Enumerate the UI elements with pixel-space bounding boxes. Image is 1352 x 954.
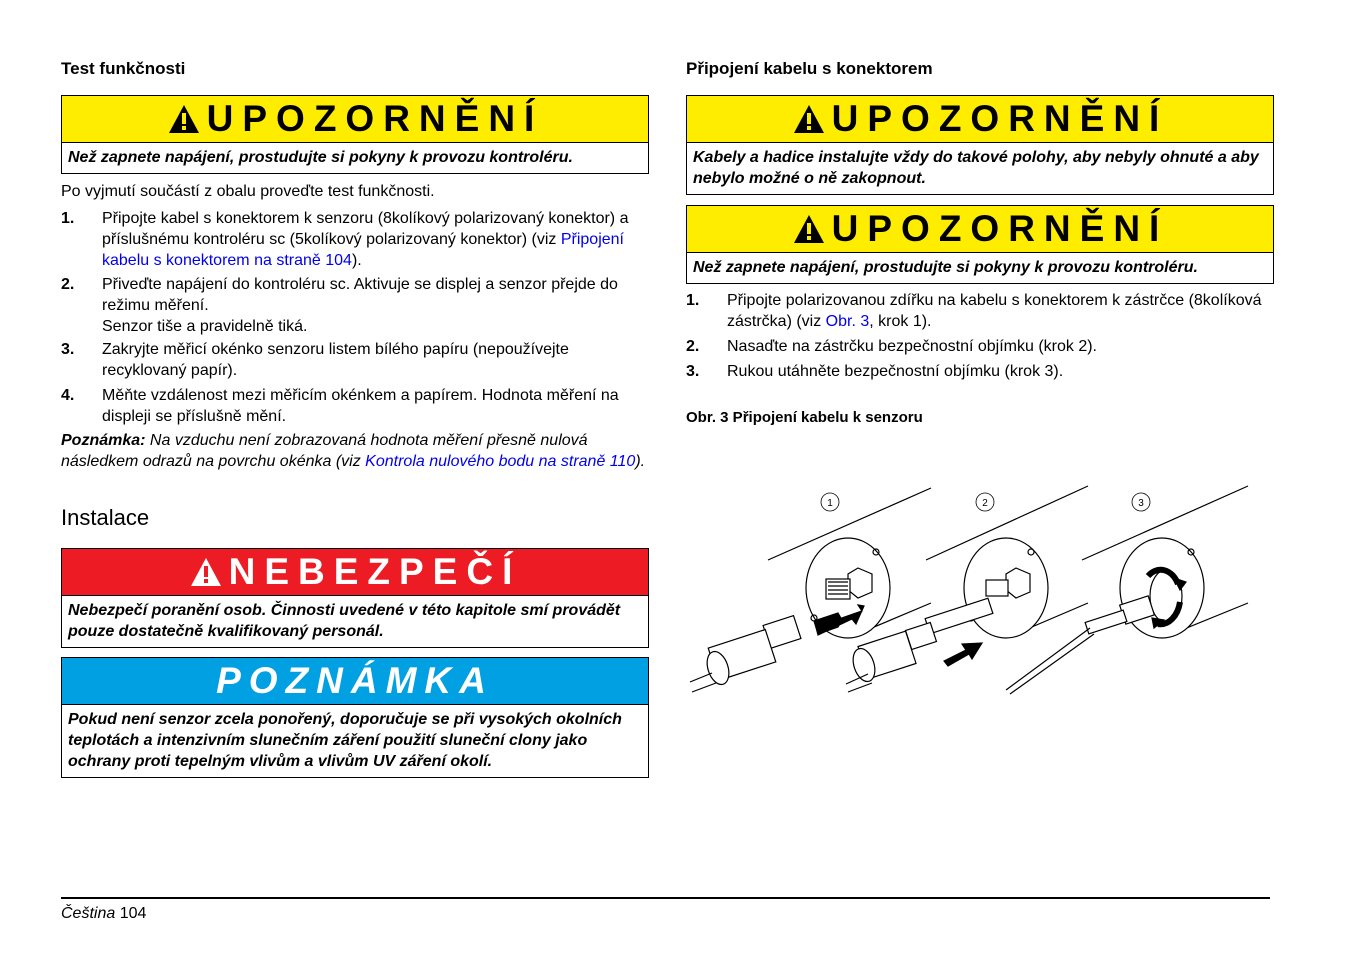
note-box <box>61 657 649 778</box>
step-label: 3 <box>1138 498 1144 509</box>
list-number: 1. <box>686 292 700 309</box>
warning-message: Než zapnete napájení, prostudujte si pokyny k provozu kontroléru. <box>68 149 573 166</box>
warning-box <box>61 95 649 174</box>
list-item <box>686 290 1274 332</box>
list-text: Zakryjte měřicí okénko senzoru listem bílého papíru (nepoužívejte recyklovaný papír). <box>102 341 569 379</box>
warning-message: Kabely a hadice instalujte vždy do takové polohy, aby nebyly ohnuté a aby nebylo možné o ně zakopnout. <box>693 149 1259 187</box>
section-heading-cable: Připojení kabelu s konektorem <box>686 59 933 78</box>
footer-rule <box>61 897 1270 899</box>
danger-message: Nebezpečí poranění osob. Činnosti uvedené v této kapitole smí provádět pouze dostatečně kvalifikovaný personál. <box>68 602 621 640</box>
warning-label: UPOZORNĚNÍ <box>831 98 1169 139</box>
list-item <box>686 361 1274 382</box>
danger-banner <box>62 549 648 596</box>
figure-caption: Obr. 3 Připojení kabelu k senzoru <box>686 409 923 426</box>
intro-text: Po vyjmutí součástí z obalu proveďte test funkčnosti. <box>61 183 435 200</box>
list-text: Rukou utáhněte bezpečnostní objímku (krok 3). <box>727 363 1064 380</box>
warning-banner <box>687 96 1273 143</box>
list-item <box>61 339 649 381</box>
list-number: 4. <box>61 387 75 404</box>
list-number: 3. <box>686 363 700 380</box>
list-number: 1. <box>61 210 75 227</box>
page-footer <box>61 905 146 923</box>
list-number: 3. <box>61 341 75 358</box>
section-heading-test: Test funkčnosti <box>61 59 186 78</box>
note-banner <box>62 658 648 705</box>
list-item <box>61 208 649 271</box>
warning-message: Než zapnete napájení, prostudujte si pokyny k provozu kontroléru. <box>693 259 1198 276</box>
page-number: 104 <box>115 905 147 922</box>
footer-language: Čeština <box>61 905 116 922</box>
danger-label: NEBEZPEČÍ <box>228 551 522 592</box>
warning-box <box>686 95 1274 195</box>
warning-triangle-icon <box>792 103 826 135</box>
list-item <box>686 336 1274 357</box>
cable-connection-figure <box>686 478 1256 708</box>
list-number: 2. <box>686 338 700 355</box>
note-paragraph: Poznámka: Na vzduchu není zobrazovaná hodnota měření přesně nulová následkem odrazů na povrchu okénka (viz Kontrola nulového bodu na straně 110). <box>61 432 646 470</box>
warning-box <box>686 205 1274 284</box>
list-text: Připojte kabel s konektorem k senzoru (8kolíkový polarizovaný konektor) a příslušnému kontroléru sc (5kolíkový polarizovaný konektor) (viz Připojení kabelu s konektorem na straně 104). <box>102 210 629 269</box>
list-text: Nasaďte na zástrčku bezpečnostní objímku (krok 2). <box>727 338 1097 355</box>
list-item <box>61 274 649 337</box>
note-label: POZNÁMKA <box>216 660 494 701</box>
list-text: Připojte polarizovanou zdířku na kabelu s konektorem k zástrčce (8kolíková zástrčka) (viz Obr. 3, krok 1). <box>727 292 1262 330</box>
list-text: Měňte vzdálenost mezi měřicím okénkem a papírem. Hodnota měření na displeji se příslušně mění. <box>102 387 619 425</box>
cross-reference-link[interactable]: Připojení kabelu s konektorem na straně 104 <box>102 231 624 269</box>
step-label: 2 <box>982 498 988 509</box>
warning-label: UPOZORNĚNÍ <box>206 98 544 139</box>
cross-reference-link[interactable]: Kontrola nulového bodu na straně 110 <box>365 453 636 470</box>
list-item <box>61 385 649 427</box>
note-message: Pokud není senzor zcela ponořený, doporučuje se při vysokých okolních teplotách a intenzivním slunečním záření použití sluneční clony jako ochrany proti tepelným vlivům a vlivům UV záření okolí. <box>68 711 622 770</box>
figure-reference-link[interactable]: Obr. 3 <box>825 313 870 330</box>
step-label: 1 <box>827 498 833 509</box>
warning-triangle-icon <box>792 213 826 245</box>
warning-label: UPOZORNĚNÍ <box>831 208 1169 249</box>
list-text: Přiveďte napájení do kontroléru sc. Aktivuje se displej a senzor přejde do režimu měření. Senzor tiše a pravidelně tiká. <box>102 276 618 335</box>
danger-triangle-icon <box>189 556 223 588</box>
warning-banner <box>62 96 648 143</box>
warning-triangle-icon <box>167 103 201 135</box>
danger-box <box>61 548 649 648</box>
list-number: 2. <box>61 276 75 293</box>
warning-banner <box>687 206 1273 253</box>
section-heading-install: Instalace <box>61 505 150 530</box>
